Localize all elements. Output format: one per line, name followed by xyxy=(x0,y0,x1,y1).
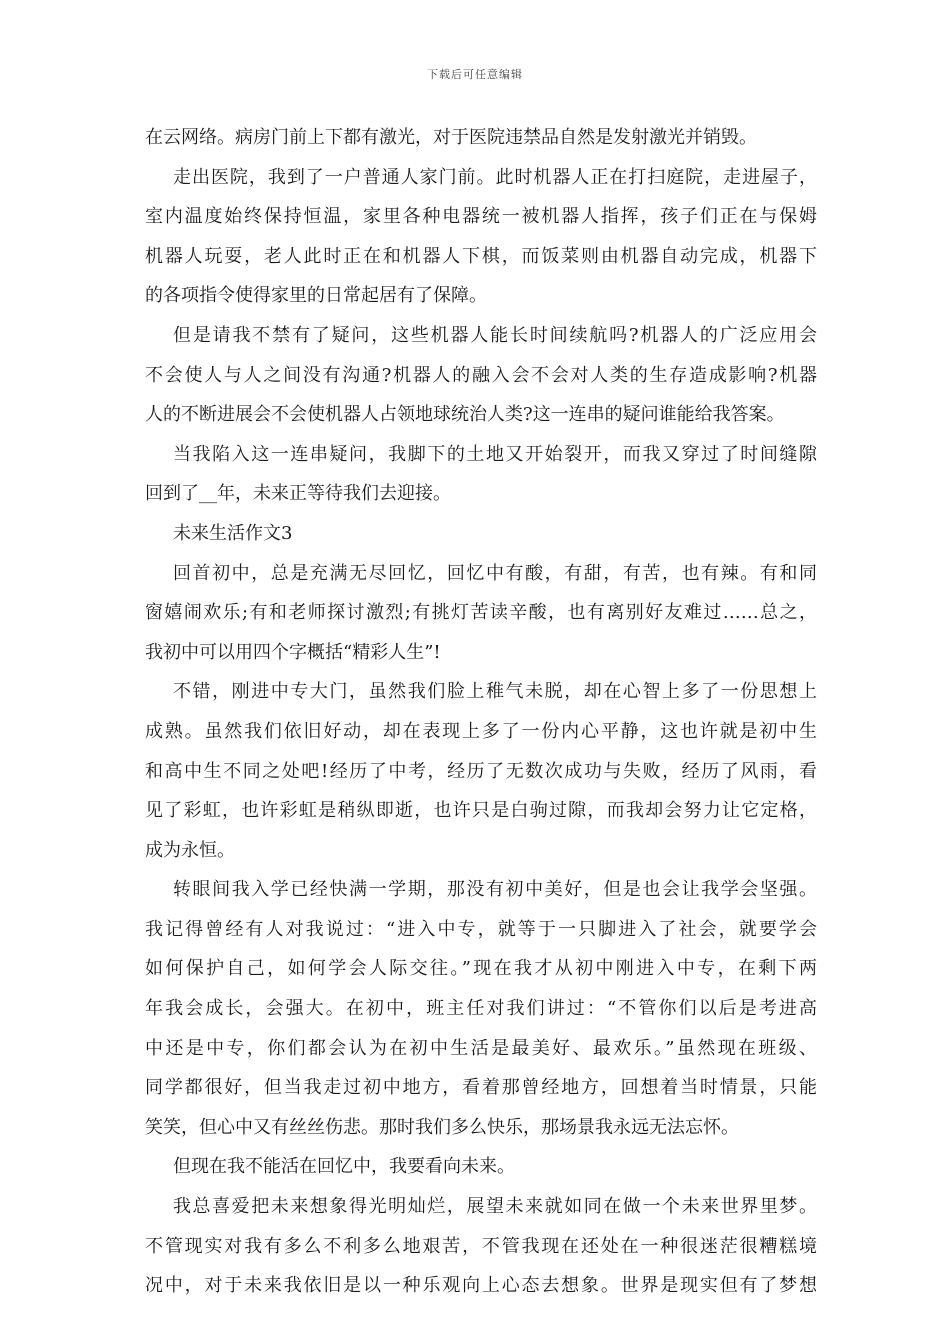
text-line: 如何保护自己，如何学会人际交往。”现在我才从初中刚进入中专，在剩下两 xyxy=(145,958,817,980)
text-line: 和高中生不同之处吧!经历了中考，经历了无数次成功与失败，经历了风雨，看 xyxy=(145,760,817,782)
text-line: 当我陷入这一连串疑问，我脚下的土地又开始裂开，而我又穿过了时间缝隙 xyxy=(173,443,817,465)
text-line: 笑笑，但心中又有丝丝伤悲。那时我们多么快乐，那场景我永远无法忘怀。 xyxy=(145,1116,739,1138)
text-line: 未来生活作文3 xyxy=(173,522,293,544)
text-line: 但是请我不禁有了疑问，这些机器人能长时间续航吗?机器人的广泛应用会 xyxy=(173,324,817,346)
text-line: 人的不断进展会不会使机器人占领地球统治人类?这一连串的疑问谁能给我答案。 xyxy=(145,404,785,426)
text-line: 成为永恒。 xyxy=(145,839,235,861)
text-line: 同学都很好，但当我走过初中地方，看着那曾经地方，回想着当时情景，只能 xyxy=(145,1077,817,1099)
text-line: 况中，对于未来我依旧是以一种乐观向上心态去想象。世界是现实但有了梦想 xyxy=(145,1275,817,1297)
text-line: 成熟。虽然我们依旧好动，却在表现上多了一份内心平静，这也许就是初中生 xyxy=(145,720,817,742)
text-line: 年我会成长，会强大。在初中，班主任对我们讲过：“不管你们以后是考进高 xyxy=(145,998,817,1020)
text-line: 我初中可以用四个字概括“精彩人生”! xyxy=(145,641,441,663)
text-line: 不错，刚进中专大门，虽然我们脸上稚气未脱，却在心智上多了一份思想上 xyxy=(173,681,817,703)
text-line: 我总喜爱把未来想象得光明灿烂，展望未来就如同在做一个未来世界里梦。 xyxy=(173,1196,817,1218)
text-line: 不会使人与人之间没有沟通?机器人的融入会不会对人类的生存造成影响?机器 xyxy=(145,364,817,386)
text-line: 转眼间我入学已经快满一学期，那没有初中美好，但是也会让我学会坚强。 xyxy=(173,879,817,901)
text-line: 的各项指令使得家里的日常起居有了保障。 xyxy=(145,285,487,307)
text-line: 机器人玩耍，老人此时正在和机器人下棋，而饭菜则由机器自动完成，机器下 xyxy=(145,245,817,267)
text-line: 中还是中专，你们都会认为在初中生活是最美好、最欢乐。”虽然现在班级、 xyxy=(145,1037,817,1059)
text-line: 我记得曾经有人对我说过：“进入中专，就等于一只脚进入了社会，就要学会 xyxy=(145,918,817,940)
text-line: 走出医院，我到了一户普通人家门前。此时机器人正在打扫庭院，走进屋子， xyxy=(173,166,817,188)
text-line: 回到了__年，未来正等待我们去迎接。 xyxy=(145,483,451,505)
text-line: 见了彩虹，也许彩虹是稍纵即逝，也许只是白驹过隙，而我却会努力让它定格， xyxy=(145,800,817,822)
document-body xyxy=(145,118,817,1306)
text-line: 回首初中，总是充满无尽回忆，回忆中有酸，有甜，有苦，也有辣。有和同 xyxy=(173,562,817,584)
text-line: 不管现实对我有多么不利多么地艰苦，不管我现在还处在一种很迷茫很糟糕境 xyxy=(145,1235,817,1257)
text-line: 窗嬉闹欢乐;有和老师探讨激烈;有挑灯苦读辛酸，也有离别好友难过……总之， xyxy=(145,602,817,624)
text-line: 但现在我不能活在回忆中，我要看向未来。 xyxy=(173,1156,515,1178)
text-line: 室内温度始终保持恒温，家里各种电器统一被机器人指挥，孩子们正在与保姆 xyxy=(145,206,817,228)
text-line: 在云网络。病房门前上下都有激光，对于医院违禁品自然是发射激光并销毁。 xyxy=(145,127,757,148)
page-header: 下载后可任意编辑 xyxy=(427,68,523,81)
